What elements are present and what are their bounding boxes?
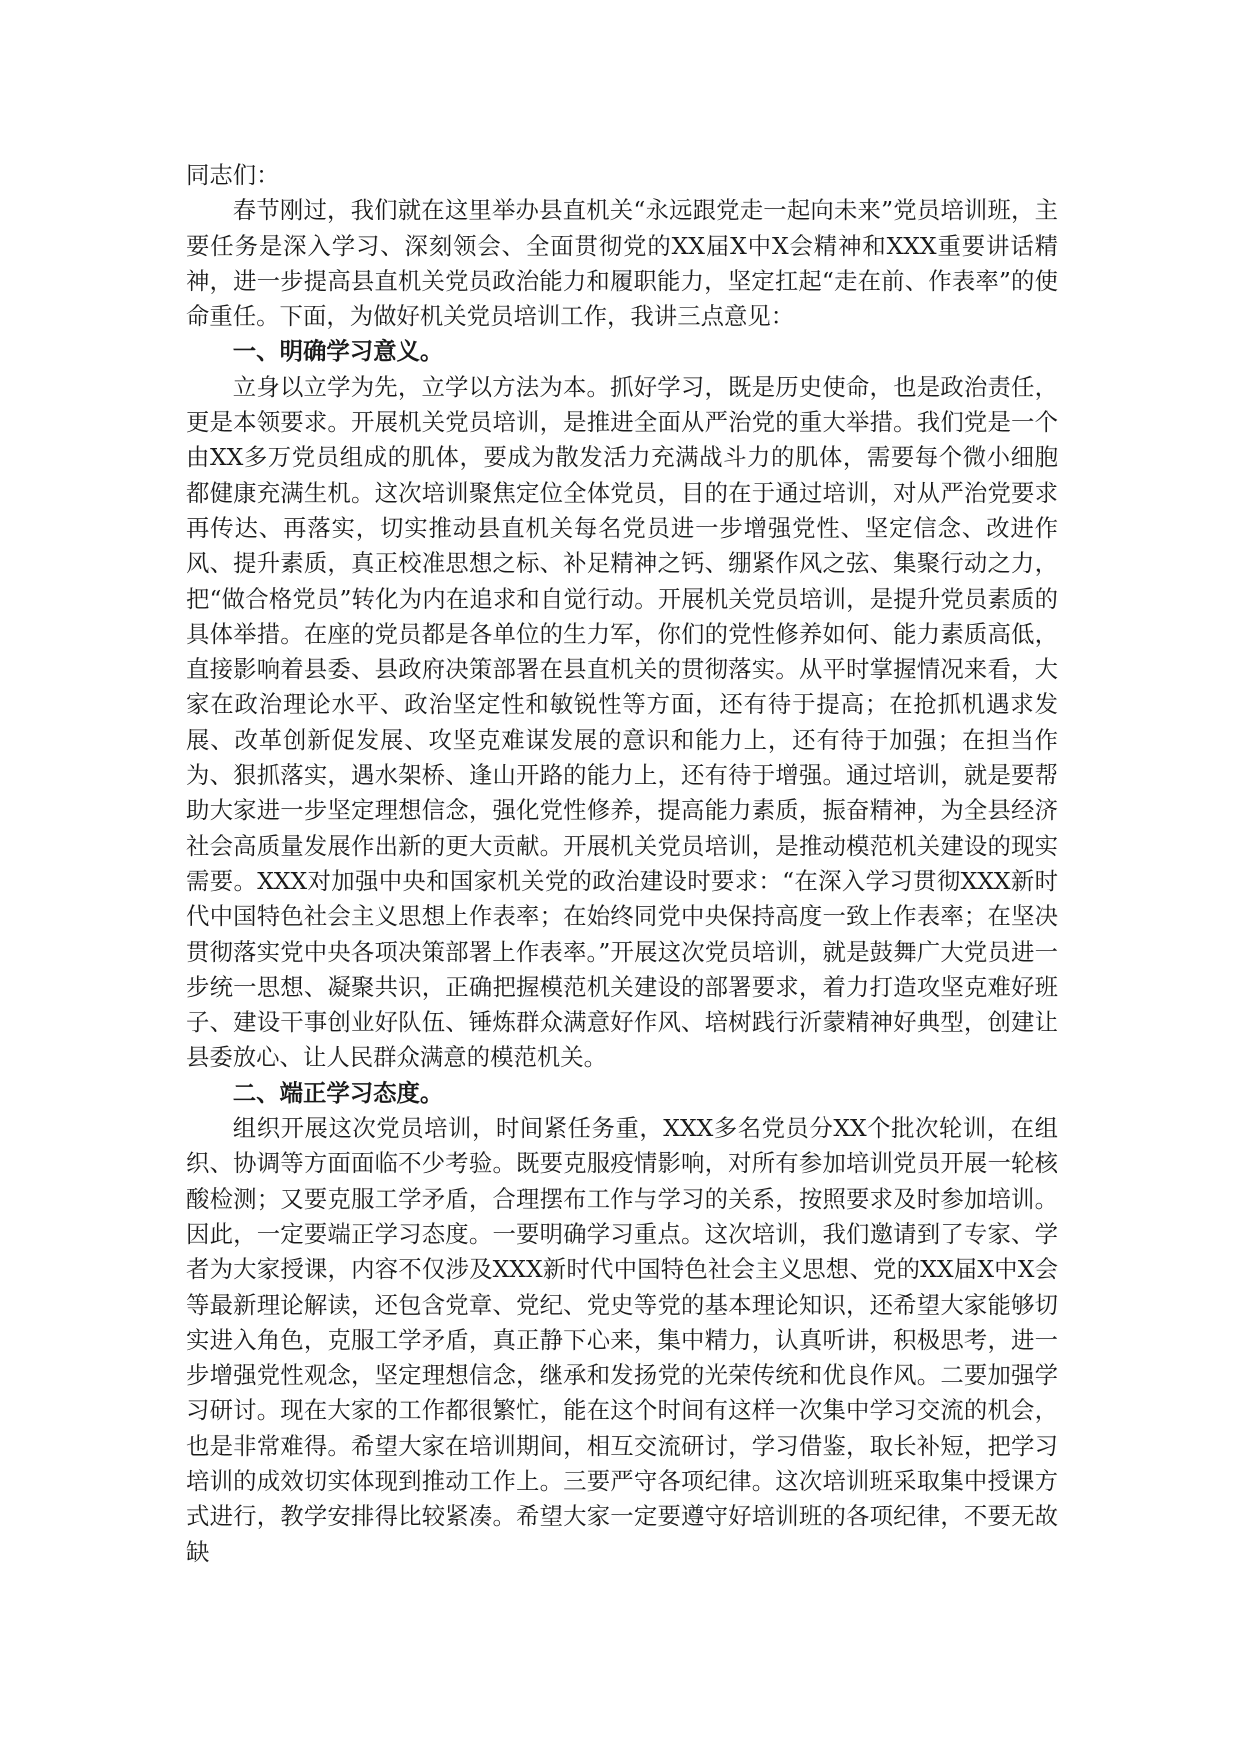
document-body — [186, 158, 1058, 1570]
section-2-paragraph: 组织开展这次党员培训，时间紧任务重，XXX多名党员分XX个批次轮训，在组织、协调等方面面临不少考验。既要克服疫情影响，对所有参加培训党员开展一轮核酸检测；又要克服工学矛盾，合理摆布工作与学习的关系，按照要求及时参加培训。因此，一定要端正学习态度。一要明确学习重点。这次培训，我们邀请到了专家、学者为大家授课，内容不仅涉及XXX新时代中国特色社会主义思想、党的XX届X中X会等最新理论解读，还包含党章、党纪、党史等党的基本理论知识，还希望大家能够切实进入角色，克服工学矛盾，真正静下心来，集中精力，认真听讲，积极思考，进一步增强党性观念，坚定理想信念，继承和发扬党的光荣传统和优良作风。二要加强学习研讨。现在大家的工作都很繁忙，能在这个时间有这样一次集中学习交流的机会，也是非常难得。希望大家在培训期间，相互交流研讨，学习借鉴，取长补短，把学习培训的成效切实体现到推动工作上。三要严守各项纪律。这次培训班采取集中授课方式进行，教学安排得比较紧凑。希望大家一定要遵守好培训班的各项纪律，不要无故缺 — [186, 1114, 1058, 1566]
section-heading-1: 一、明确学习意义。 — [232, 337, 444, 366]
section-1-paragraph: 立身以立学为先，立学以方法为本。抓好学习，既是历史使命，也是政治责任，更是本领要求。开展机关党员培训，是推进全面从严治党的重大举措。我们党是一个由XX多万党员组成的肌体，要成为散发活力充满战斗力的肌体，需要每个微小细胞都健康充满生机。这次培训聚焦定位全体党员，目的在于通过培训，对从严治党要求再传达、再落实，切实推动县直机关每名党员进一步增强党性、坚定信念、改进作风、提升素质，真正校准思想之标、补足精神之钙、绷紧作风之弦、集聚行动之力，把“做合格党员”转化为内在追求和自觉行动。开展机关党员培训，是提升党员素质的具体举措。在座的党员都是各单位的生力军，你们的党性修养如何、能力素质高低，直接影响着县委、县政府决策部署在县直机关的贯彻落实。从平时掌握情况来看，大家在政治理论水平、政治坚定性和敏锐性等方面，还有待于提高；在抢抓机遇求发展、改革创新促发展、攻坚克难谋发展的意识和能力上，还有待于加强；在担当作为、狠抓落实，遇水架桥、逢山开路的能力上，还有待于增强。通过培训，就是要帮助大家进一步坚定理想信念，强化党性修养，提高能力素质，振奋精神，为全县经济社会高质量发展作出新的更大贡献。开展机关党员培训，是推动模范机关建设的现实需要。XXX对加强中央和国家机关党的政治建设时要求：“在深入学习贯彻XXX新时代中国特色社会主义思想上作表率；在始终同党中央保持高度一致上作表率；在坚决贯彻落实党中央各项决策部署上作表率。”开展这次党员培训，就是鼓舞广大党员进一步统一思想、凝聚共识，正确把握模范机关建设的部署要求，着力打造攻坚克难好班子、建设干事创业好队伍、锤炼群众满意好作风、培树践行沂蒙精神好典型，创建让县委放心、让人民群众满意的模范机关。 — [186, 372, 1058, 1072]
intro-paragraph: 春节刚过，我们就在这里举办县直机关“永远跟党走一起向未来”党员培训班，主要任务是深入学习、深刻领会、全面贯彻党的XX届X中X会精神和XXX重要讲话精神，进一步提高县直机关党员政治能力和履职能力，坚定扛起“走在前、作表率”的使命重任。下面，为做好机关党员培训工作，我讲三点意见： — [186, 196, 1058, 331]
section-heading-2: 二、端正学习态度。 — [232, 1078, 444, 1107]
salutation: 同志们： — [186, 161, 280, 189]
